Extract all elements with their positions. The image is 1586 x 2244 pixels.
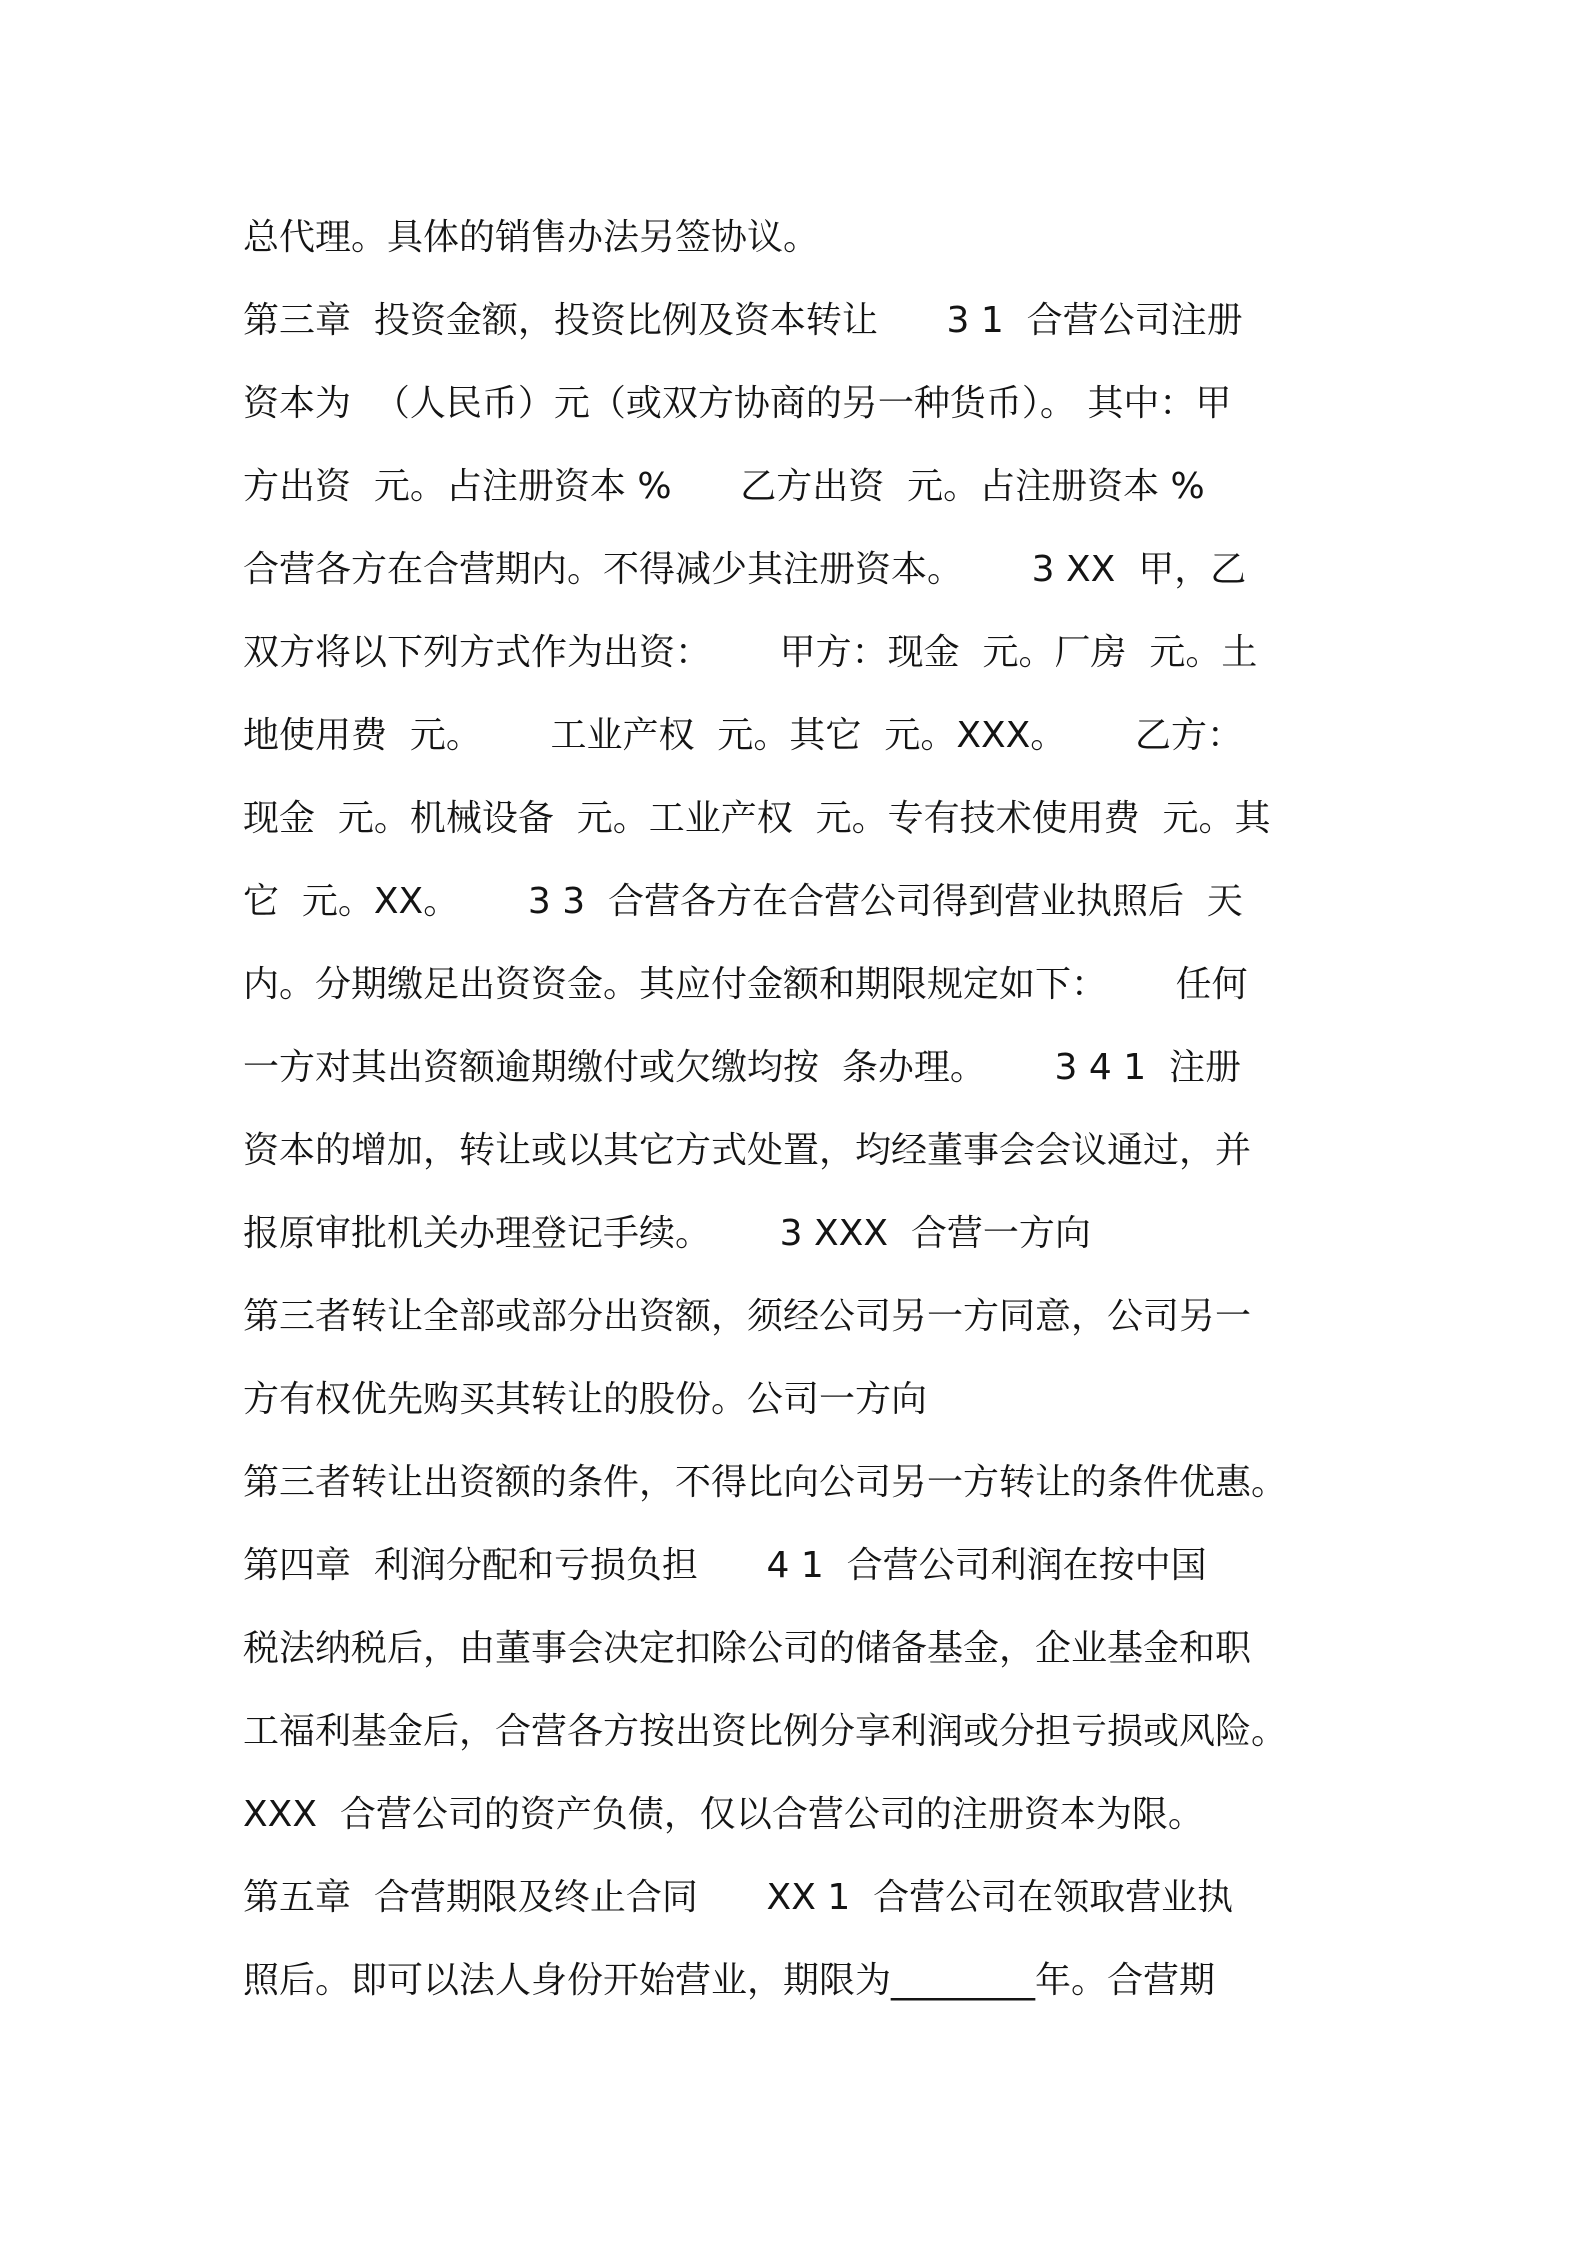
- text-line: 双方将以下列方式作为出资： 甲方：现金 元。厂房 元。土: [243, 632, 1258, 673]
- text-line: 合营各方在合营期内。不得减少其注册资本。 3 XX 甲，乙: [243, 549, 1247, 590]
- text-line: 方有权优先购买其转让的股份。公司一方向: [243, 1379, 928, 1420]
- text-line: 照后。即可以法人身份开始营业，期限为________年。合营期: [243, 1960, 1216, 2001]
- text-line: 第三章 投资金额，投资比例及资本转让 3 1 合营公司注册: [243, 300, 1243, 341]
- text-line: 它 元。XX。 3 3 合营各方在合营公司得到营业执照后 天: [243, 881, 1243, 922]
- document-body: [243, 196, 1393, 2022]
- text-line: 资本的增加，转让或以其它方式处置，均经董事会会议通过，并: [243, 1130, 1252, 1171]
- text-line: 税法纳税后，由董事会决定扣除公司的储备基金，企业基金和职: [243, 1628, 1252, 1669]
- text-line: XXX 合营公司的资产负债，仅以合营公司的注册资本为限。: [243, 1794, 1204, 1835]
- text-line: 资本为 （人民币）元（或双方协商的另一种货币）。 其中：甲: [243, 383, 1232, 424]
- text-line: 现金 元。机械设备 元。工业产权 元。专有技术使用费 元。其: [243, 798, 1271, 839]
- text-line: 第三者转让全部或部分出资额，须经公司另一方同意，公司另一: [243, 1296, 1252, 1337]
- text-line: 方出资 元。占注册资本 % 乙方出资 元。占注册资本 %: [243, 466, 1205, 507]
- text-line: 地使用费 元。 工业产权 元。其它 元。XXX。 乙方：: [243, 715, 1243, 756]
- text-line: 工福利基金后，合营各方按出资比例分享利润或分担亏损或风险。: [243, 1711, 1288, 1752]
- text-line: 报原审批机关办理登记手续。 3 XXX 合营一方向: [243, 1213, 1091, 1254]
- text-line: 总代理。具体的销售办法另签协议。: [243, 217, 820, 258]
- text-line: 第三者转让出资额的条件，不得比向公司另一方转让的条件优惠。: [243, 1462, 1288, 1503]
- text-line: 第四章 利润分配和亏损负担 4 1 合营公司利润在按中国: [243, 1545, 1207, 1586]
- text-line: 内。分期缴足出资资金。其应付金额和期限规定如下： 任何: [243, 964, 1248, 1005]
- text-line: 第五章 合营期限及终止合同 XX 1 合营公司在领取营业执: [243, 1877, 1234, 1918]
- text-line: 一方对其出资额逾期缴付或欠缴均按 条办理。 3 4 1 注册: [243, 1047, 1242, 1088]
